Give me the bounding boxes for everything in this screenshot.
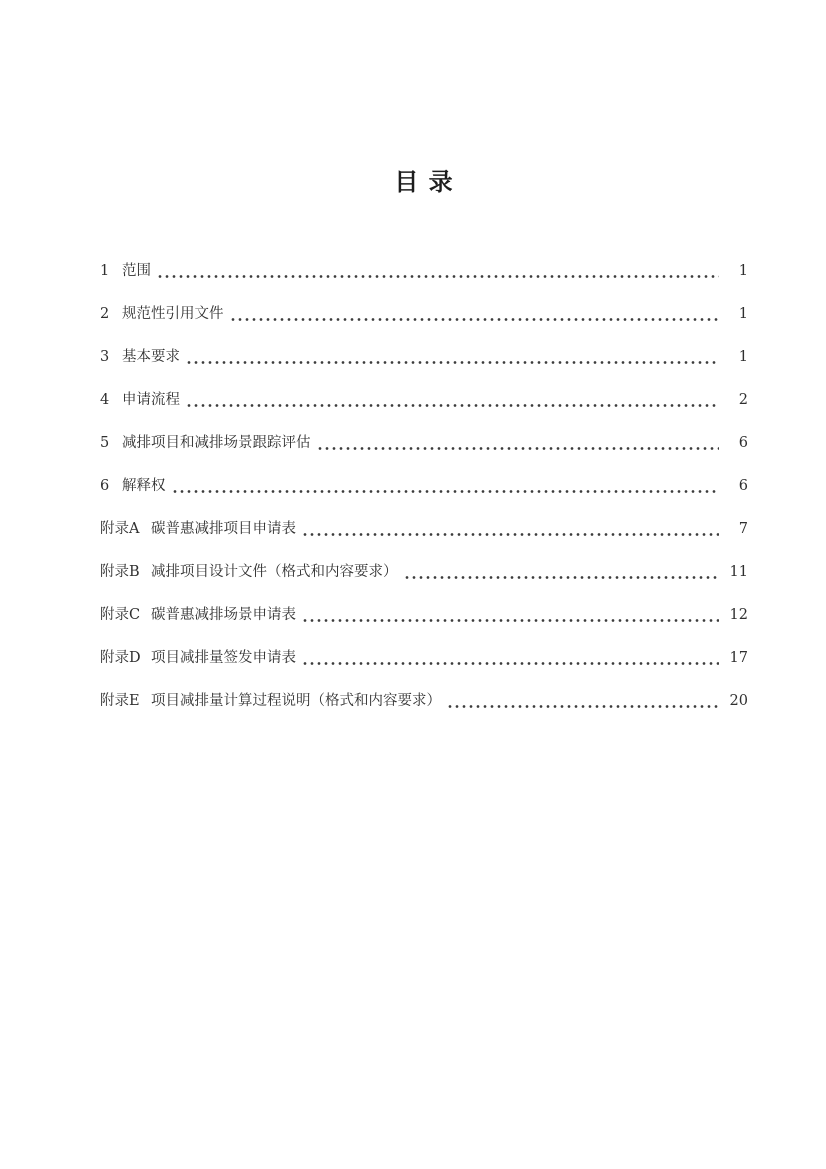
dot-leader <box>302 594 719 637</box>
toc-entry-page: 6 <box>738 435 748 451</box>
toc-entry-label: 申请流程 <box>122 392 180 408</box>
toc-entry[interactable] <box>100 551 748 594</box>
dot-leader <box>317 422 720 465</box>
toc-entry[interactable] <box>100 379 748 422</box>
toc-entry-label: 基本要求 <box>122 349 180 365</box>
toc-entry-number: 2 <box>100 306 110 322</box>
toc-entry[interactable] <box>100 465 748 508</box>
toc-entry[interactable] <box>100 422 748 465</box>
toc-entry-page: 1 <box>738 263 748 279</box>
toc-entry-label: 规范性引用文件 <box>122 306 224 322</box>
toc-entry-page: 11 <box>729 564 748 580</box>
toc-entry[interactable] <box>100 680 748 723</box>
toc-entry-label: 碳普惠减排场景申请表 <box>151 607 296 623</box>
dot-leader <box>447 680 719 723</box>
toc-entry[interactable] <box>100 594 748 637</box>
dot-leader <box>404 551 720 594</box>
toc-entry-label: 范围 <box>122 263 151 279</box>
toc-entry[interactable] <box>100 293 748 336</box>
toc-entry-page: 1 <box>738 306 748 322</box>
dot-leader <box>186 379 719 422</box>
toc-entry-number: 1 <box>100 263 110 279</box>
dot-leader <box>157 250 719 293</box>
toc-entry-number: 附录D <box>100 650 141 666</box>
toc-entry-label: 解释权 <box>122 478 166 494</box>
toc-entry-page: 6 <box>738 478 748 494</box>
toc-entry-label: 项目减排量计算过程说明（格式和内容要求） <box>151 693 441 709</box>
toc-entry-number: 附录B <box>100 564 140 580</box>
page-title: 目 录 <box>394 168 454 196</box>
toc-entry-page: 20 <box>729 693 748 709</box>
toc-entry-number: 附录E <box>100 693 140 709</box>
toc-entry-page: 12 <box>729 607 748 623</box>
toc-entry-number: 5 <box>100 435 110 451</box>
toc-entry[interactable] <box>100 508 748 551</box>
toc-entry[interactable] <box>100 637 748 680</box>
toc-entry[interactable] <box>100 336 748 379</box>
toc-entry-label: 项目减排量签发申请表 <box>151 650 296 666</box>
toc-entry-page: 1 <box>738 349 748 365</box>
toc-entry-page: 2 <box>738 392 748 408</box>
toc-entry-page: 7 <box>738 521 748 537</box>
toc-entry-label: 减排项目设计文件（格式和内容要求） <box>151 564 398 580</box>
toc-entry-number: 附录A <box>100 521 140 537</box>
toc-entry-number: 4 <box>100 392 110 408</box>
dot-leader <box>302 637 719 680</box>
toc-entry-label: 减排项目和减排场景跟踪评估 <box>122 435 311 451</box>
dot-leader <box>230 293 720 336</box>
dot-leader <box>172 465 720 508</box>
toc-entry-number: 3 <box>100 349 110 365</box>
toc-entry-page: 17 <box>729 650 748 666</box>
dot-leader <box>186 336 719 379</box>
dot-leader <box>302 508 719 551</box>
toc-entry-number: 附录C <box>100 607 141 623</box>
toc-entry-number: 6 <box>100 478 110 494</box>
toc-list <box>100 250 748 723</box>
toc-entry-label: 碳普惠减排项目申请表 <box>151 521 296 537</box>
toc-entry[interactable] <box>100 250 748 293</box>
